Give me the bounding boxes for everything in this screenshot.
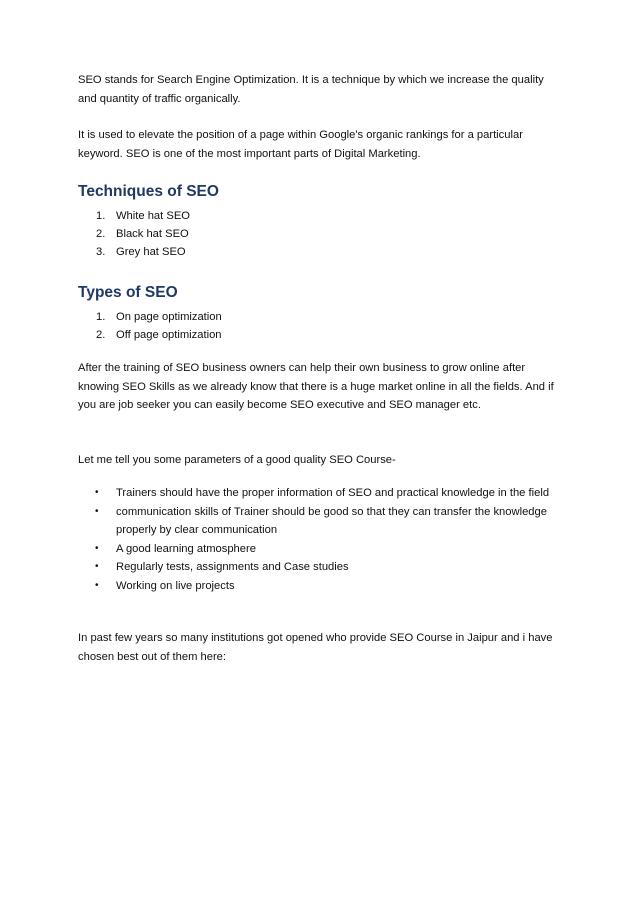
- bullet-icon: •: [95, 542, 99, 554]
- bullet-icon: •: [95, 561, 99, 572]
- list-item: [78, 484, 556, 503]
- closing-paragraph: In past few years so many institutions got opened who provide SEO Course in Jaipur and i have chosen best out of them here:: [78, 632, 553, 663]
- bullet-icon: •: [95, 579, 99, 591]
- types-heading: Types of SEO: [78, 284, 178, 301]
- intro-paragraph-1: SEO stands for Search Engine Optimization. It is a technique by which we increase the quality and quantity of traffic organically.: [78, 74, 544, 105]
- list-item-text: Trainers should have the proper information of SEO and practical knowledge in the field: [116, 487, 550, 499]
- list-item: [78, 558, 556, 577]
- parameters-intro-paragraph: Let me tell you some parameters of a good quality SEO Course-: [78, 453, 396, 466]
- list-number: 2.: [96, 228, 106, 240]
- list-item-text: Grey hat SEO: [116, 246, 186, 258]
- list-item: [78, 503, 556, 540]
- list-number: 2.: [96, 329, 106, 341]
- list-item-text: Regularly tests, assignments and Case studies: [116, 561, 349, 573]
- list-item: [78, 326, 568, 344]
- intro-paragraph-2: It is used to elevate the position of a page within Google's organic rankings for a particular keyword. SEO is one of the most important parts of Digital Marketing.: [78, 129, 523, 160]
- types-list: [78, 308, 568, 344]
- list-item-text: A good learning atmosphere: [116, 542, 256, 555]
- list-item: [78, 207, 568, 225]
- list-number: 3.: [96, 246, 106, 258]
- document-page: [78, 71, 568, 666]
- list-item: [78, 540, 556, 559]
- list-item-text: On page optimization: [116, 311, 222, 323]
- list-item: [78, 308, 568, 326]
- techniques-list: [78, 207, 568, 261]
- list-item: [78, 243, 568, 261]
- techniques-heading: Techniques of SEO: [78, 183, 219, 200]
- list-item-text: communication skills of Trainer should be good so that they can transfer the knowledge properly by clear communication: [116, 505, 547, 536]
- bullet-icon: •: [95, 505, 99, 517]
- list-item-text: Working on live projects: [116, 579, 235, 592]
- list-number: 1.: [96, 210, 106, 222]
- parameters-list: [78, 484, 568, 595]
- bullet-icon: •: [95, 487, 99, 498]
- list-number: 1.: [96, 311, 106, 323]
- after-types-paragraph: After the training of SEO business owners can help their own business to grow online after knowing SEO Skills as we already know that there is a huge market online in all the fields. And if you are job seeker you can easily become SEO executive and SEO manager etc.: [78, 362, 554, 411]
- list-item-text: White hat SEO: [116, 210, 190, 222]
- list-item: [78, 577, 556, 596]
- list-item-text: Off page optimization: [116, 329, 222, 341]
- list-item: [78, 225, 568, 243]
- list-item-text: Black hat SEO: [116, 228, 189, 240]
